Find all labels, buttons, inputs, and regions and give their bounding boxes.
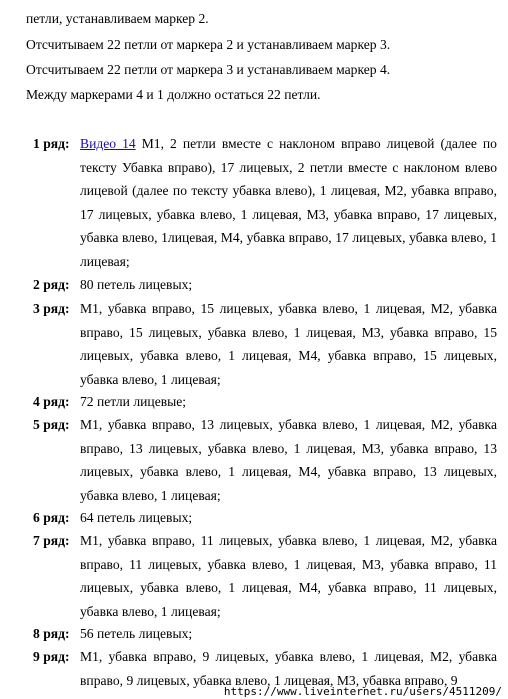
row-7-text: М1, убавка вправо, 11 лицевых, убавка влево, 1 лицевая, М2, убавка вправо, 11 лицевых, убавка влево, 1 лицевая, М3, убавка вправо, 11 лицевых, убавка влево, 1 лицевая, М4, убавка вправо, 11 лицевых, убавка влево, 1 лицевая; — [80, 533, 497, 619]
row-6-text: 64 петель лицевых; — [80, 510, 193, 525]
row-4-text: 72 петли лицевые; — [80, 394, 187, 409]
watermark-url: https://www.liveinternet.ru/users/4511209/ — [223, 685, 502, 698]
intro-line-2: Отсчитываем 22 петли от маркера 2 и устанавливаем маркер 3. — [26, 37, 391, 52]
row-2-label: 2 ряд: — [33, 277, 70, 292]
row-1-label: 1 ряд: — [33, 136, 70, 151]
row-7-label: 7 ряд: — [33, 533, 70, 548]
row-8-text: 56 петель лицевых; — [80, 626, 193, 641]
row-3-label: 3 ряд: — [33, 301, 70, 316]
row-2-text: 80 петель лицевых; — [80, 277, 193, 292]
intro-line-4: Между маркерами 4 и 1 должно остаться 22 петли. — [26, 87, 321, 102]
row-9-text: М1, убавка вправо, 9 лицевых, убавка влево, 1 лицевая, М2, убавка вправо, 9 лицевых, убавка влево, 1 лицевая, М3, убавка вправо, 9 — [80, 649, 497, 688]
row-1-instructions: М1, 2 петли вместе с наклоном вправо лицевой (далее по тексту Убавка вправо), 17 лицевых, 2 петли вместе с наклоном влево лицевой (далее по тексту убавка влево), 1 лицевая, М2, убавка вправо, 17 лицевых, убавка влево, 1 лицевая, М3, убавка вправо, 17 лицевых, убавка влево, 1лицевая, М4, убавка вправо, 17 лицевых, убавка влево, 1 лицевая; — [80, 136, 497, 269]
intro-line-3: Отсчитываем 22 петли от маркера 3 и устанавливаем маркер 4. — [26, 62, 391, 77]
row-9-label: 9 ряд: — [33, 649, 70, 664]
row-5-label: 5 ряд: — [33, 417, 70, 432]
row-4-label: 4 ряд: — [33, 394, 70, 409]
row-6-label: 6 ряд: — [33, 510, 70, 525]
intro-line-1: петли, устанавливаем маркер 2. — [26, 11, 209, 26]
video-link[interactable]: Видео 14 — [80, 136, 136, 151]
row-1-text — [80, 132, 497, 273]
row-3-text: М1, убавка вправо, 15 лицевых, убавка влево, 1 лицевая, М2, убавка вправо, 15 лицевых, убавка влево, 1 лицевая, М3, убавка вправо, 15 лицевых, убавка влево, 1 лицевая, М4, убавка вправо, 15 лицевых, убавка влево, 1 лицевая; — [80, 301, 497, 387]
row-5-text: М1, убавка вправо, 13 лицевых, убавка влево, 1 лицевая, М2, убавка вправо, 13 лицевых, убавка влево, 1 лицевая, М3, убавка вправо, 13 лицевых, убавка влево, 1 лицевая, М4, убавка вправо, 13 лицевых, убавка влево, 1 лицевая; — [80, 417, 497, 503]
row-8-label: 8 ряд: — [33, 626, 70, 641]
